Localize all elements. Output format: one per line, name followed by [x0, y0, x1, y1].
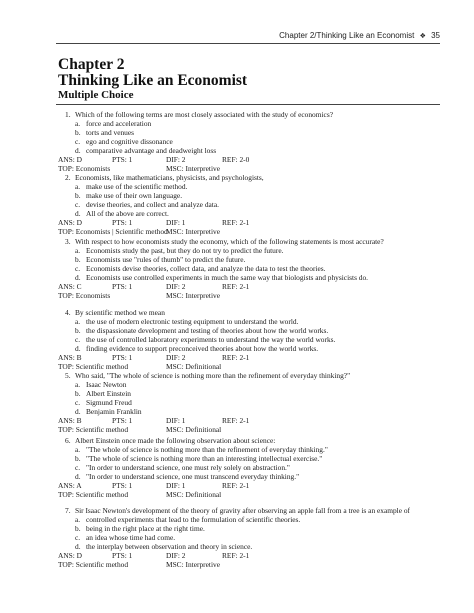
option-letter: a. [75, 119, 81, 128]
page-number: 35 [431, 31, 440, 40]
option-letter: b. [75, 191, 81, 200]
question-number: 1. [65, 110, 71, 119]
option-letter: d. [75, 146, 81, 155]
answer-option [75, 390, 131, 398]
option-letter: b. [75, 524, 81, 533]
difficulty: DIF: 2 [166, 282, 186, 291]
topic: TOP: Scientific method [58, 490, 129, 499]
option-letter: c. [75, 335, 81, 344]
misc-type: MSC: Interpretive [166, 227, 220, 236]
topic: TOP: Scientific method [58, 425, 129, 434]
misc-type: MSC: Interpretive [166, 291, 220, 300]
topic: TOP: Economists [58, 291, 111, 300]
question-number: 5. [65, 371, 71, 380]
answer-option [75, 446, 328, 454]
reference: REF: 2-1 [222, 551, 250, 560]
question-stem [65, 507, 410, 515]
answer-option [75, 129, 134, 137]
topic: TOP: Scientific method [58, 362, 129, 371]
option-text: "In order to understand science, one must rely solely on abstraction." [86, 463, 290, 472]
answer-option [75, 455, 322, 463]
option-text: Economists use "rules of thumb" to predict the future. [86, 255, 246, 264]
answer-option [75, 318, 298, 326]
option-text: finding evidence to support preconceived theories about how the world works. [86, 344, 319, 353]
answer-option [75, 381, 126, 389]
option-text: Economists use controlled experiments in much the same way that biologists and physicists do. [86, 273, 369, 282]
option-text: All of the above are correct. [86, 209, 169, 218]
answer-option [75, 265, 326, 273]
answer-option [75, 534, 175, 542]
option-text: Isaac Newton [86, 380, 127, 389]
question-stem [65, 309, 165, 317]
option-text: torts and venues [86, 128, 135, 137]
difficulty: DIF: 2 [166, 551, 186, 560]
points: PTS: 1 [112, 155, 133, 164]
chapter-number: Chapter 2 [58, 56, 125, 73]
reference: REF: 2-0 [222, 155, 250, 164]
topic: TOP: Economists [58, 164, 111, 173]
option-text: ego and cognitive dissonance [86, 137, 173, 146]
question-stem [65, 437, 275, 445]
option-letter: b. [75, 255, 81, 264]
option-letter: d. [75, 273, 81, 282]
option-letter: d. [75, 472, 81, 481]
answer-key: ANS: C [58, 282, 82, 291]
difficulty: DIF: 2 [166, 155, 186, 164]
reference: REF: 2-1 [222, 282, 250, 291]
topic: TOP: Economists | Scientific method [58, 227, 168, 236]
answer-key: ANS: B [58, 416, 82, 425]
answer-option [75, 516, 300, 524]
question-stem [65, 174, 264, 182]
option-text: the interplay between observation and theory in science. [86, 542, 253, 551]
question-text: With respect to how economists study the economy, which of the following statements is most accurate? [75, 237, 384, 246]
option-text: the use of controlled laboratory experiments to understand the way the world works. [86, 335, 336, 344]
answer-option [75, 543, 252, 551]
diamond-icon: ❖ [419, 33, 426, 40]
reference: REF: 2-1 [222, 353, 250, 362]
option-letter: a. [75, 246, 81, 255]
answer-option [75, 473, 299, 481]
option-text: the use of modern electronic testing equipment to understand the world. [86, 317, 299, 326]
option-letter: d. [75, 407, 81, 416]
option-letter: c. [75, 200, 81, 209]
option-text: being in the right place at the right time. [86, 524, 205, 533]
option-letter: d. [75, 542, 81, 551]
option-letter: d. [75, 209, 81, 218]
question-number: 4. [65, 308, 71, 317]
option-letter: b. [75, 454, 81, 463]
answer-key: ANS: D [58, 218, 83, 227]
option-text: "The whole of science is nothing more than the refinement of everyday thinking." [86, 445, 328, 454]
option-text: Sigmund Freud [86, 398, 132, 407]
question-stem [65, 111, 333, 119]
difficulty: DIF: 1 [166, 416, 186, 425]
option-letter: c. [75, 398, 81, 407]
answer-option [75, 525, 205, 533]
question-text: Sir Isaac Newton's development of the theory of gravity after observing an apple fall from a tree is an example of [75, 506, 411, 515]
reference: REF: 2-1 [222, 481, 250, 490]
points: PTS: 1 [112, 218, 133, 227]
answer-option [75, 256, 245, 264]
answer-key: ANS: B [58, 353, 82, 362]
question-text: Who said, "The whole of science is nothing more than the refinement of everyday thinking?" [75, 371, 351, 380]
option-text: Benjamin Franklin [86, 407, 142, 416]
topic: TOP: Scientific method [58, 560, 129, 569]
answer-option [75, 120, 151, 128]
option-text: "In order to understand science, one must transcend everyday thinking." [86, 472, 300, 481]
option-letter: b. [75, 389, 81, 398]
running-header-title: Chapter 2/Thinking Like an Economist [279, 31, 415, 40]
points: PTS: 1 [112, 551, 133, 560]
option-letter: a. [75, 317, 81, 326]
option-letter: c. [75, 463, 81, 472]
answer-option [75, 247, 283, 255]
answer-option [75, 274, 368, 282]
answer-option [75, 408, 142, 416]
option-text: the dispassionate development and testing of theories about how the world works. [86, 326, 329, 335]
question-stem [65, 372, 350, 380]
question-number: 2. [65, 173, 71, 182]
option-text: Albert Einstein [86, 389, 131, 398]
question-text: Albert Einstein once made the following observation about science: [75, 436, 276, 445]
option-letter: c. [75, 137, 81, 146]
answer-option [75, 183, 187, 191]
answer-option [75, 192, 182, 200]
answer-option [75, 201, 219, 209]
question-number: 7. [65, 506, 71, 515]
question-text: By scientific method we mean [75, 308, 165, 317]
option-text: comparative advantage and deadweight loss [86, 146, 217, 155]
reference: REF: 2-1 [222, 218, 250, 227]
question-text: Economists, like mathematicians, physicists, and psychologists, [75, 173, 264, 182]
difficulty: DIF: 1 [166, 481, 186, 490]
answer-option [75, 399, 132, 407]
option-text: force and acceleration [86, 119, 152, 128]
section-heading: Multiple Choice [58, 89, 134, 101]
reference: REF: 2-1 [222, 416, 250, 425]
misc-type: MSC: Interpretive [166, 164, 220, 173]
points: PTS: 1 [112, 481, 133, 490]
answer-option [75, 336, 335, 344]
option-text: an idea whose time had come. [86, 533, 176, 542]
option-letter: c. [75, 533, 81, 542]
chapter-name: Thinking Like an Economist [58, 72, 248, 89]
option-text: "The whole of science is nothing more than an interesting intellectual exercise." [86, 454, 323, 463]
misc-type: MSC: Definitional [166, 490, 222, 499]
option-letter: d. [75, 344, 81, 353]
option-letter: c. [75, 264, 81, 273]
question-text: Which of the following terms are most closely associated with the study of economics? [75, 110, 333, 119]
answer-key: ANS: A [58, 481, 82, 490]
answer-option [75, 147, 216, 155]
option-text: Economists devise theories, collect data, and analyze the data to test the theories. [86, 264, 326, 273]
option-letter: b. [75, 326, 81, 335]
option-letter: a. [75, 445, 81, 454]
points: PTS: 1 [112, 282, 133, 291]
misc-type: MSC: Definitional [166, 425, 222, 434]
answer-option [75, 138, 173, 146]
option-text: devise theories, and collect and analyze data. [86, 200, 219, 209]
answer-option [75, 345, 318, 353]
answer-key: ANS: D [58, 155, 83, 164]
points: PTS: 1 [112, 353, 133, 362]
question-number: 6. [65, 436, 71, 445]
option-text: make use of their own language. [86, 191, 183, 200]
answer-option [75, 464, 290, 472]
option-letter: b. [75, 128, 81, 137]
points: PTS: 1 [112, 416, 133, 425]
option-letter: a. [75, 515, 81, 524]
difficulty: DIF: 1 [166, 218, 186, 227]
misc-type: MSC: Definitional [166, 362, 222, 371]
difficulty: DIF: 2 [166, 353, 186, 362]
question-stem [65, 238, 384, 246]
question-number: 3. [65, 237, 71, 246]
answer-option [75, 327, 328, 335]
misc-type: MSC: Interpretive [166, 560, 220, 569]
option-letter: a. [75, 182, 81, 191]
option-text: make use of the scientific method. [86, 182, 188, 191]
option-text: controlled experiments that lead to the formulation of scientific theories. [86, 515, 301, 524]
answer-key: ANS: D [58, 551, 83, 560]
answer-option [75, 210, 169, 218]
option-text: Economists study the past, but they do not try to predict the future. [86, 246, 284, 255]
option-letter: a. [75, 380, 81, 389]
